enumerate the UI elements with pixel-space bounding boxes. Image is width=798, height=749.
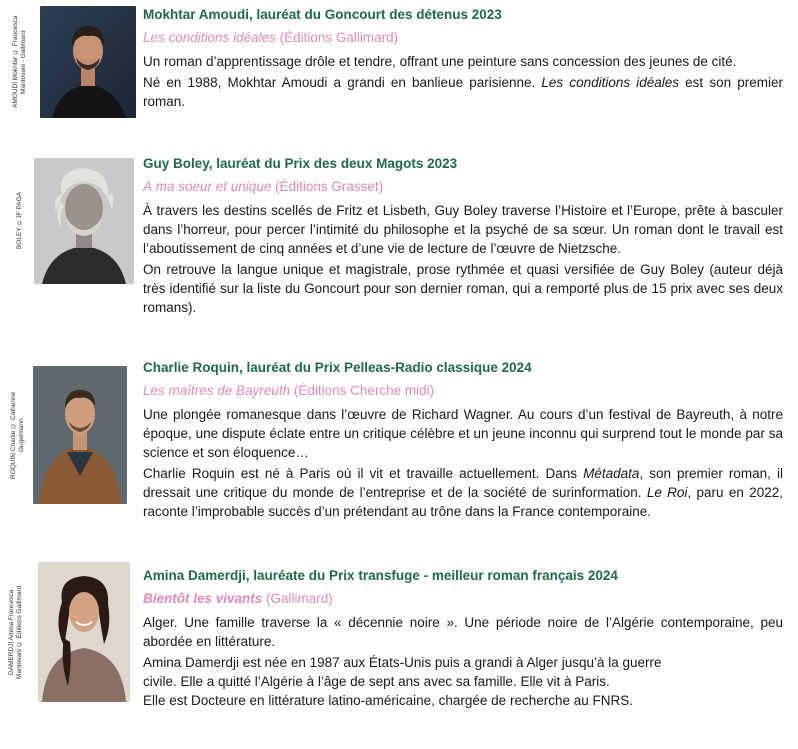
bio-paragraph: Amina Damerdji est née en 1987 aux États-Unis puis a grandi à Alger jusqu’à la guerre civile. Elle a quitté l’Algérie à l’âge de sept ans avec sa famille. Elle vit à Paris. Elle est Docteure en littérature latino-américaine, chargée de recherche au FNRS. [143,655,662,708]
photo-credit: ROQUIN Charlie © Catherine Gugelmann [10,391,25,479]
laureate-title: Mokhtar Amoudi, lauréat du Goncourt des détenus 2023 [143,7,502,22]
photo-credit: BOLEY ©JF PAGA [16,192,23,250]
author-photo-amoudi [40,6,136,118]
book-line [143,29,783,46]
book-line [143,590,783,607]
book-title: À ma soeur et unique [143,179,272,194]
publisher: (Éditions Gallimard) [275,30,399,45]
bio-paragraph: On retrouve la langue unique et magistrale, prose rythmée et quasi versifiée de Guy Boley (auteur déjà très identifié sur la liste du Goncourt pour son dernier roman, qui a remporté plus de 15 prix avec ses deux romans). [143,262,783,315]
book-title: Bientôt les vivants [143,591,263,606]
description-paragraph: Alger. Une famille traverse la « décennie noire ». Une période noire de l’Algérie contemporaine, peu abordée en littérature. [143,615,783,649]
book-title: Les conditions idéales [143,30,276,45]
description-paragraph: Un roman d’apprentissage drôle et tendre, offrant une peinture sans concession des jeunes de cité. [143,54,737,69]
photo-credit: AMOUDI Mokhtar © Francesca Mantovani - Gallimard [12,15,27,109]
publisher: (Gallimard) [262,591,333,606]
description-paragraph: Une plongée romanesque dans l’œuvre de Richard Wagner. Au cours d’un festival de Bayreuth, à notre époque, une dispute éclate entre un critique célèbre et un jeune inconnu qui surprend tout le monde par sa science et son éloquence… [143,407,783,460]
author-photo-boley [34,158,134,284]
book-title: Les maîtres de Bayreuth [143,383,291,398]
bio-paragraph: Né en 1988, Mokhtar Amoudi a grandi en banlieue parisienne. Les conditions idéales est son premier roman. [143,75,783,109]
laureate-title: Amina Damerdji, lauréate du Prix transfuge - meilleur roman français 2024 [143,568,618,583]
laureate-title: Charlie Roquin, lauréat du Prix Pelleas-Radio classique 2024 [143,360,532,375]
photo-credit: DAMERDJI Amina Francesca Mantovani © Éditions Gallimard [8,585,23,679]
book-line [143,178,783,195]
description-paragraph: À travers les destins scellés de Fritz et Lisbeth, Guy Boley traverse l’Histoire et l’Europe, prête à basculer dans l’horreur, pour percer l’intimité du philosophe et la psyché de sa sœur. Un roman dont le travail est l’aboutissement de cinq années et d’une vie de lecture de l’œuvre de Nietzsche. [143,203,783,256]
laureate-title: Guy Boley, lauréat du Prix des deux Magots 2023 [143,156,458,171]
book-line [143,382,783,399]
publisher: (Éditions Grasset) [271,179,384,194]
author-photo-damerdji [38,562,130,702]
author-photo-roquin [33,366,127,504]
publisher: (Éditions Cherche midi) [290,383,435,398]
bio-paragraph: Charlie Roquin est né à Paris où il vit et travaille actuellement. Dans Métadata, son premier roman, il dressait une critique du monde de l’entreprise et de la société de surinformation. Le Roi, paru en 2022, raconte l’improbable succès d’un prétendant au trône dans la France contemporaine. [143,466,783,519]
